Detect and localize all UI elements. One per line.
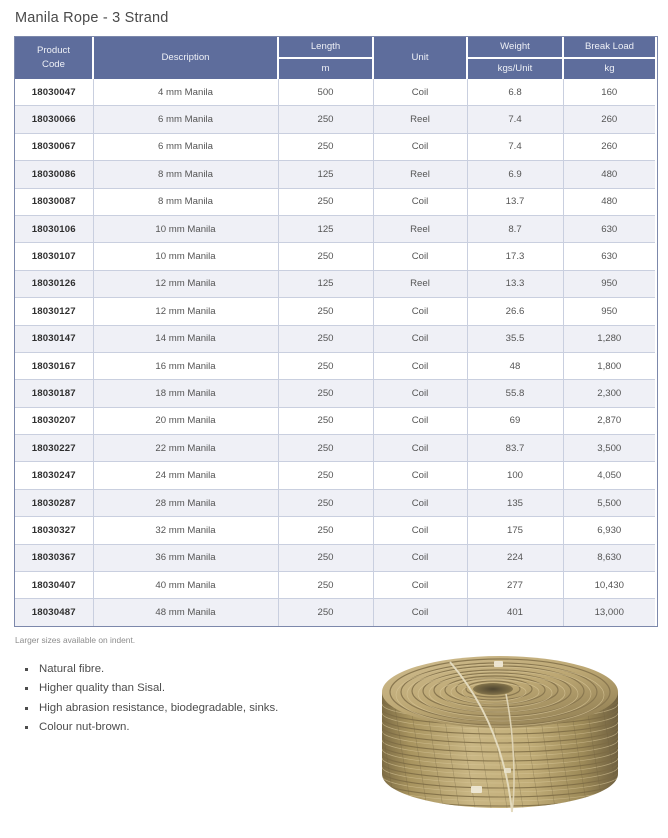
cell-unit: Reel bbox=[373, 270, 467, 297]
cell-product-code: 18030147 bbox=[15, 325, 93, 352]
cell-break-load: 6,930 bbox=[563, 517, 655, 544]
spec-table-head bbox=[15, 37, 655, 79]
cell-break-load: 10,430 bbox=[563, 572, 655, 599]
table-row bbox=[15, 380, 655, 407]
cell-unit: Coil bbox=[373, 380, 467, 407]
cell-length: 250 bbox=[278, 489, 373, 516]
cell-product-code: 18030287 bbox=[15, 489, 93, 516]
cell-length: 250 bbox=[278, 599, 373, 626]
table-row bbox=[15, 188, 655, 215]
table-row bbox=[15, 133, 655, 160]
spec-table bbox=[15, 37, 655, 626]
table-row bbox=[15, 407, 655, 434]
cell-break-load: 8,630 bbox=[563, 544, 655, 571]
cell-unit: Coil bbox=[373, 188, 467, 215]
cell-product-code: 18030187 bbox=[15, 380, 93, 407]
table-row bbox=[15, 489, 655, 516]
cell-unit: Coil bbox=[373, 79, 467, 106]
cell-break-load: 4,050 bbox=[563, 462, 655, 489]
cell-length: 250 bbox=[278, 352, 373, 379]
cell-length: 250 bbox=[278, 380, 373, 407]
table-row bbox=[15, 325, 655, 352]
cell-description: 22 mm Manila bbox=[93, 435, 278, 462]
page-title: Manila Rope - 3 Strand bbox=[15, 10, 169, 26]
cell-length: 250 bbox=[278, 188, 373, 215]
cell-product-code: 18030167 bbox=[15, 352, 93, 379]
cell-product-code: 18030407 bbox=[15, 572, 93, 599]
header-row-top bbox=[15, 37, 655, 58]
column-header-product-code bbox=[15, 37, 93, 79]
cell-weight: 13.7 bbox=[467, 188, 563, 215]
cell-description: 6 mm Manila bbox=[93, 106, 278, 133]
cell-description: 8 mm Manila bbox=[93, 161, 278, 188]
cell-weight: 135 bbox=[467, 489, 563, 516]
cell-break-load: 630 bbox=[563, 243, 655, 270]
cell-break-load: 260 bbox=[563, 106, 655, 133]
cell-description: 16 mm Manila bbox=[93, 352, 278, 379]
feature-bullet: Higher quality than Sisal. bbox=[24, 679, 364, 699]
cell-product-code: 18030126 bbox=[15, 270, 93, 297]
feature-bullet: Colour nut-brown. bbox=[24, 718, 364, 738]
cell-weight: 48 bbox=[467, 352, 563, 379]
cell-unit: Reel bbox=[373, 106, 467, 133]
cell-length: 250 bbox=[278, 572, 373, 599]
manila-rope-coil-photo bbox=[366, 634, 634, 834]
table-row bbox=[15, 462, 655, 489]
cell-description: 10 mm Manila bbox=[93, 243, 278, 270]
table-row bbox=[15, 106, 655, 133]
cell-product-code: 18030367 bbox=[15, 544, 93, 571]
cell-length: 250 bbox=[278, 462, 373, 489]
cell-length: 125 bbox=[278, 270, 373, 297]
cell-product-code: 18030066 bbox=[15, 106, 93, 133]
cell-description: 6 mm Manila bbox=[93, 133, 278, 160]
cell-weight: 277 bbox=[467, 572, 563, 599]
cell-break-load: 3,500 bbox=[563, 435, 655, 462]
cell-weight: 175 bbox=[467, 517, 563, 544]
cell-weight: 83.7 bbox=[467, 435, 563, 462]
cell-product-code: 18030127 bbox=[15, 298, 93, 325]
column-subheader-break-load-unit: kg bbox=[563, 58, 655, 79]
cell-weight: 13.3 bbox=[467, 270, 563, 297]
table-row bbox=[15, 270, 655, 297]
table-row bbox=[15, 243, 655, 270]
cell-description: 20 mm Manila bbox=[93, 407, 278, 434]
cell-weight: 401 bbox=[467, 599, 563, 626]
feature-bullet: High abrasion resistance, biodegradable, sinks. bbox=[24, 699, 364, 719]
cell-unit: Coil bbox=[373, 489, 467, 516]
cell-unit: Reel bbox=[373, 161, 467, 188]
cell-unit: Coil bbox=[373, 298, 467, 325]
cell-product-code: 18030107 bbox=[15, 243, 93, 270]
table-row bbox=[15, 298, 655, 325]
cell-product-code: 18030086 bbox=[15, 161, 93, 188]
feature-bullet: Natural fibre. bbox=[24, 660, 364, 680]
cell-length: 250 bbox=[278, 544, 373, 571]
cell-unit: Coil bbox=[373, 352, 467, 379]
cell-weight: 224 bbox=[467, 544, 563, 571]
cell-unit: Coil bbox=[373, 517, 467, 544]
cell-break-load: 950 bbox=[563, 298, 655, 325]
table-row bbox=[15, 161, 655, 188]
cell-description: 4 mm Manila bbox=[93, 79, 278, 106]
cell-unit: Coil bbox=[373, 435, 467, 462]
column-subheader-length-unit: m bbox=[278, 58, 373, 79]
cell-break-load: 1,800 bbox=[563, 352, 655, 379]
rope-coil-illustration bbox=[366, 634, 634, 834]
cell-break-load: 260 bbox=[563, 133, 655, 160]
column-header-description: Description bbox=[93, 37, 278, 79]
cell-unit: Coil bbox=[373, 133, 467, 160]
cell-break-load: 13,000 bbox=[563, 599, 655, 626]
cell-product-code: 18030487 bbox=[15, 599, 93, 626]
table-row bbox=[15, 352, 655, 379]
cell-description: 24 mm Manila bbox=[93, 462, 278, 489]
footnote: Larger sizes available on indent. bbox=[15, 634, 136, 645]
cell-description: 10 mm Manila bbox=[93, 215, 278, 242]
cell-length: 250 bbox=[278, 435, 373, 462]
table-row bbox=[15, 572, 655, 599]
cell-product-code: 18030327 bbox=[15, 517, 93, 544]
column-header-unit: Unit bbox=[373, 37, 467, 79]
cell-unit: Reel bbox=[373, 215, 467, 242]
spec-table-body bbox=[15, 79, 655, 626]
cell-break-load: 2,300 bbox=[563, 380, 655, 407]
cell-description: 40 mm Manila bbox=[93, 572, 278, 599]
table-row bbox=[15, 599, 655, 626]
cell-break-load: 630 bbox=[563, 215, 655, 242]
cell-product-code: 18030227 bbox=[15, 435, 93, 462]
cell-length: 250 bbox=[278, 133, 373, 160]
cell-unit: Coil bbox=[373, 572, 467, 599]
cell-weight: 26.6 bbox=[467, 298, 563, 325]
cell-break-load: 480 bbox=[563, 161, 655, 188]
cell-length: 125 bbox=[278, 161, 373, 188]
cell-unit: Coil bbox=[373, 325, 467, 352]
feature-bullet-list bbox=[14, 660, 364, 738]
cell-weight: 55.8 bbox=[467, 380, 563, 407]
cell-unit: Coil bbox=[373, 544, 467, 571]
cell-weight: 7.4 bbox=[467, 133, 563, 160]
cell-weight: 100 bbox=[467, 462, 563, 489]
column-subheader-weight-unit: kgs/Unit bbox=[467, 58, 563, 79]
table-row bbox=[15, 435, 655, 462]
cell-break-load: 950 bbox=[563, 270, 655, 297]
column-header-length: Length bbox=[278, 37, 373, 58]
cell-unit: Coil bbox=[373, 243, 467, 270]
cell-break-load: 480 bbox=[563, 188, 655, 215]
cell-weight: 7.4 bbox=[467, 106, 563, 133]
table-row bbox=[15, 544, 655, 571]
cell-length: 250 bbox=[278, 325, 373, 352]
column-header-weight: Weight bbox=[467, 37, 563, 58]
table-row bbox=[15, 79, 655, 106]
cell-length: 500 bbox=[278, 79, 373, 106]
cell-unit: Coil bbox=[373, 599, 467, 626]
cell-description: 36 mm Manila bbox=[93, 544, 278, 571]
cell-break-load: 5,500 bbox=[563, 489, 655, 516]
cell-weight: 8.7 bbox=[467, 215, 563, 242]
cell-description: 14 mm Manila bbox=[93, 325, 278, 352]
cell-unit: Coil bbox=[373, 462, 467, 489]
cell-description: 32 mm Manila bbox=[93, 517, 278, 544]
cell-description: 18 mm Manila bbox=[93, 380, 278, 407]
cell-weight: 35.5 bbox=[467, 325, 563, 352]
cell-length: 250 bbox=[278, 517, 373, 544]
cell-product-code: 18030047 bbox=[15, 79, 93, 106]
table-row bbox=[15, 215, 655, 242]
spec-table-container bbox=[14, 36, 658, 627]
cell-description: 28 mm Manila bbox=[93, 489, 278, 516]
cell-weight: 69 bbox=[467, 407, 563, 434]
cell-length: 250 bbox=[278, 298, 373, 325]
cell-product-code: 18030067 bbox=[15, 133, 93, 160]
cell-break-load: 1,280 bbox=[563, 325, 655, 352]
cell-description: 12 mm Manila bbox=[93, 270, 278, 297]
cell-weight: 6.8 bbox=[467, 79, 563, 106]
cell-length: 125 bbox=[278, 215, 373, 242]
cell-description: 48 mm Manila bbox=[93, 599, 278, 626]
column-header-product-code-line2: Code bbox=[42, 59, 65, 70]
table-row bbox=[15, 517, 655, 544]
cell-length: 250 bbox=[278, 243, 373, 270]
cell-product-code: 18030087 bbox=[15, 188, 93, 215]
cell-product-code: 18030106 bbox=[15, 215, 93, 242]
column-header-product-code-line1: Product bbox=[36, 45, 71, 57]
cell-description: 12 mm Manila bbox=[93, 298, 278, 325]
cell-weight: 17.3 bbox=[467, 243, 563, 270]
cell-break-load: 2,870 bbox=[563, 407, 655, 434]
cell-length: 250 bbox=[278, 407, 373, 434]
cell-break-load: 160 bbox=[563, 79, 655, 106]
cell-product-code: 18030207 bbox=[15, 407, 93, 434]
cell-weight: 6.9 bbox=[467, 161, 563, 188]
cell-unit: Coil bbox=[373, 407, 467, 434]
column-header-break-load: Break Load bbox=[563, 37, 655, 58]
cell-description: 8 mm Manila bbox=[93, 188, 278, 215]
cell-product-code: 18030247 bbox=[15, 462, 93, 489]
cell-length: 250 bbox=[278, 106, 373, 133]
